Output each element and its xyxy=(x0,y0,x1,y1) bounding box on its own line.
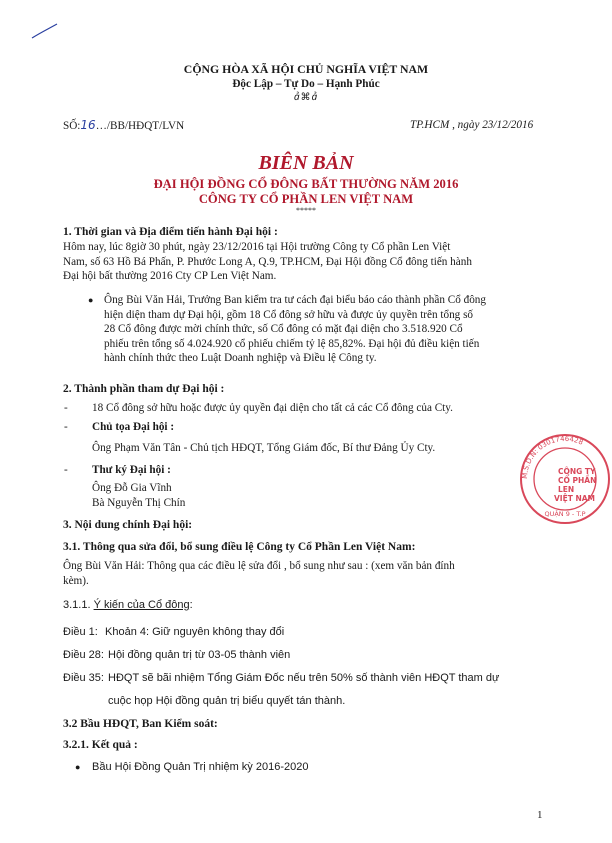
title-stars: ***** xyxy=(296,206,316,215)
title-line-2: CÔNG TY CỔ PHẦN LEN VIỆT NAM xyxy=(198,192,414,206)
dash-marker: - xyxy=(64,464,68,476)
article-row: Điều 28: Hội đồng quản trị từ 03-05 thành viên xyxy=(63,649,291,661)
svg-text:CÔNG TY: CÔNG TY xyxy=(558,467,596,476)
document-number: SỐ:16…/BB/HĐQT/LVN xyxy=(63,118,185,132)
section-3-heading: 3. Nội dung chính Đại hội: xyxy=(63,519,193,531)
secretary-name: Ông Đỗ Gia Vĩnh xyxy=(92,482,172,494)
nation-header: CỘNG HÒA XÃ HỘI CHỦ NGHĨA VIỆT NAM xyxy=(183,62,429,76)
svg-text:QUẬN 9 - T.P: QUẬN 9 - T.P xyxy=(544,510,586,518)
dash-marker: - xyxy=(64,421,68,433)
article-row: Điều 1: Khoản 4: Giữ nguyên không thay đổi xyxy=(63,626,285,638)
section-3-2-1-heading: 3.2.1. Kết quả : xyxy=(63,739,138,751)
svg-text:M.S.D.N: 0301746428: M.S.D.N: 0301746428 xyxy=(520,434,585,480)
secretary-label: Thư ký Đại hội : xyxy=(92,464,171,476)
shareholder-opinion-heading: 3.1.1. Ý kiến của Cổ đông: xyxy=(63,599,193,611)
section-3-1-heading: 3.1. Thông qua sửa đổi, bổ sung điều lệ Công ty Cổ Phần Len Việt Nam: xyxy=(63,541,416,553)
title-line-1: ĐẠI HỘI ĐỒNG CỔ ĐÔNG BẤT THƯỜNG NĂM 2016 xyxy=(153,177,459,191)
chair-label: Chủ tọa Đại hội : xyxy=(92,421,175,433)
svg-text:CỔ PHẦN: CỔ PHẦN xyxy=(558,476,597,485)
document-title: BIÊN BẢN xyxy=(258,152,354,174)
dash-marker: - xyxy=(64,402,68,414)
section-1-heading: 1. Thời gian và Địa điểm tiến hành Đại hội : xyxy=(63,226,278,238)
place-date: TP.HCM , ngày 23/12/2016 xyxy=(410,119,534,131)
company-seal-stamp xyxy=(518,432,612,526)
attendance-report: Ông Bùi Văn Hải, Trưởng Ban kiểm tra tư cách đại biểu báo cáo thành phần Cổ đông hiện diện tham dự Đại hội, gồm 18 Cổ đông sở hữu và được ủy quyền trên tổng số 28 Cổ đông được mời chính thức, số Cổ đông có mặt đại diện cho 3.518.920 Cổ phiếu trên tổng số 4.024.920 cổ phiếu chiếm tỷ lệ 85,82%. Đại hội đủ điều kiện tiến hành chính thức theo Luật Doanh nghiệp và Điều lệ Công ty. xyxy=(104,294,486,365)
secretary-name: Bà Nguyễn Thị Chín xyxy=(92,497,186,509)
svg-text:VIỆT NAM: VIỆT NAM xyxy=(554,494,595,503)
board-election-item: Bầu Hội Đồng Quản Trị nhiệm kỳ 2016-2020 xyxy=(92,761,309,773)
section-1-paragraph: Hôm nay, lúc 8giờ 30 phút, ngày 23/12/2016 tại Hội trường Công ty Cổ phần Len Việt Nam, số 63 Hồ Bá Phấn, P. Phước Long A, Q.9, TP.HCM, Đại Hội đồng Cổ đông tiến hành Đại hội bất thường 2016 Cty CP Len Việt Nam. xyxy=(63,241,472,283)
article-row: Điều 35: HĐQT sẽ bãi nhiệm Tổng Giám Đốc nếu trên 50% số thành viên HĐQT tham dự xyxy=(63,672,500,684)
bullet-dot: ● xyxy=(75,762,81,772)
handwritten-number: 16 xyxy=(80,118,96,132)
chair-name: Ông Phạm Văn Tân - Chủ tịch HĐQT, Tổng Giám đốc, Bí thư Đảng Ủy Cty. xyxy=(92,442,436,454)
svg-text:LEN: LEN xyxy=(558,485,575,494)
motto: Độc Lập – Tự Do – Hạnh Phúc xyxy=(232,78,380,90)
section-3-1-paragraph: Ông Bùi Văn Hải: Thông qua các điều lệ sửa đổi , bổ sung như sau : (xem văn bản đính kèm). xyxy=(63,560,455,587)
page-number: 1 xyxy=(537,809,543,821)
section-2-heading: 2. Thành phần tham dự Đại hội : xyxy=(63,383,225,395)
ornament-divider: ꞻ⌘ꞻ xyxy=(293,92,319,103)
section-3-2-heading: 3.2 Bầu HĐQT, Ban Kiểm soát: xyxy=(63,718,218,730)
attendee-summary: 18 Cổ đông sở hữu hoặc được ủy quyền đại diện cho tất cả các Cổ đông của Cty. xyxy=(92,402,453,414)
bullet-dot: ● xyxy=(88,295,94,305)
pen-stroke-mark xyxy=(30,22,60,42)
article-35-continuation: cuộc họp Hội đồng quản trị biểu quyết tán thành. xyxy=(108,695,346,707)
